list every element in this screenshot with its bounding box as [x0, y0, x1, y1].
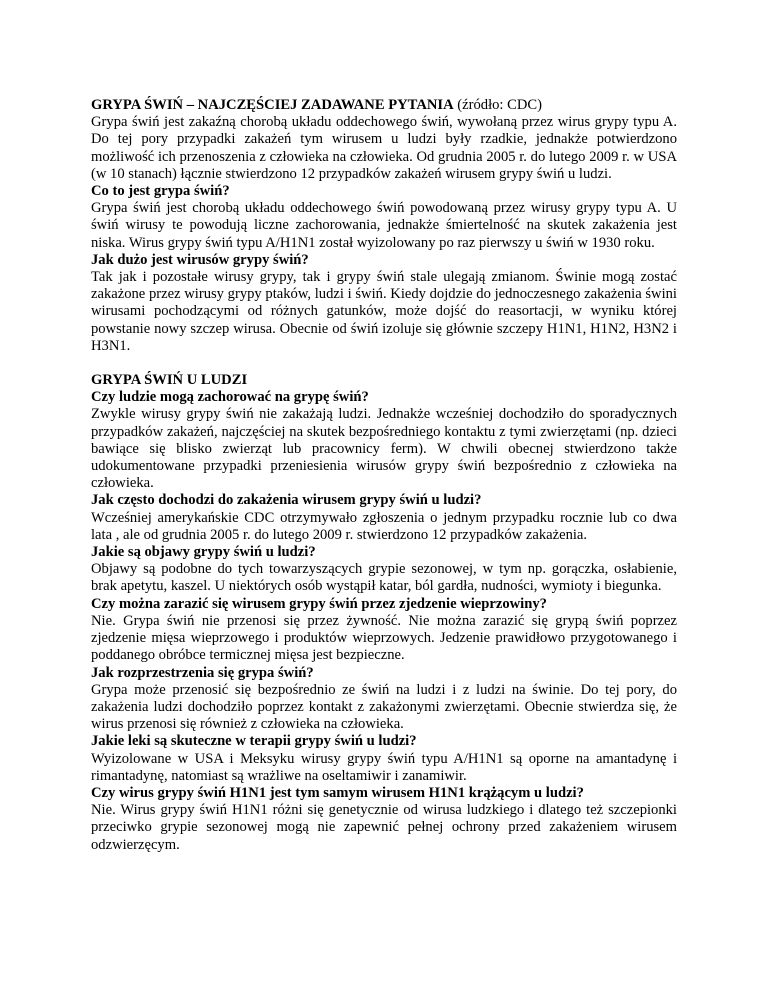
answer-4: Wcześniej amerykańskie CDC otrzymywało zgłoszenia o jednym przypadku rocznie lub co dwa lata , ale od grudnia 2005 r. do lutego 2009 r. stwierdzono 12 przypadków zakażenia. [91, 509, 677, 543]
answer-9: Nie. Wirus grypy świń H1N1 różni się genetycznie od wirusa ludzkiego i dlatego też szczepionki przeciwko grypie sezonowej mogą nie zapewnić pełnej ochrony przed zakażeniem wirusem odzwierzęcym. [91, 802, 677, 853]
intro-paragraph: Grypa świń jest zakaźną chorobą układu oddechowego świń, wywołaną przez wirus grypy typu A. Do tej pory przypadki zakażeń tym wirusem u ludzi były rzadkie, jednakże potwierdzono możliwość ich przenoszenia z człowieka na człowieka. Od grudnia 2005 r. do lutego 2009 r. w USA (w 10 stanach) łącznie stwierdzono 12 przypadków zakażeń wirusem grypy świń u ludzi. [91, 114, 677, 182]
question-5: Jakie są objawy grypy świń u ludzi? [91, 544, 316, 561]
answer-6: Nie. Grypa świń nie przenosi się przez żywność. Nie można zarazić się grypą świń poprzez zjedzenie mięsa wieprzowego i produktów wieprzowych. Jedzenie prawidłowo przygotowanego i poddanego obróbce termicznej mięsa jest bezpieczne. [91, 612, 677, 664]
question-6: Czy można zarazić się wirusem grypy świń przez zjedzenie wieprzowiny? [91, 595, 547, 612]
question-4: Jak często dochodzi do zakażenia wirusem grypy świń u ludzi? [91, 492, 482, 509]
section-2-title: GRYPA ŚWIŃ U LUDZI [91, 372, 248, 389]
answer-8: Wyizolowane w USA i Meksyku wirusy grypy świń typu A/H1N1 są oporne na amantadynę i rimantadynę, natomiast są wrażliwe na oseltamiwir i zanamiwir. [91, 750, 677, 784]
section-1-heading: GRYPA ŚWIŃ – NAJCZĘŚCIEJ ZADAWANE PYTANIA [91, 97, 454, 113]
question-8: Jakie leki są skuteczne w terapii grypy świń u ludzi? [91, 733, 417, 750]
answer-5: Objawy są podobne do tych towarzyszących grypie sezonowej, w tym np. gorączka, osłabienie, brak apetytu, kaszel. U niektórych osób wystąpił katar, ból gardła, nudności, wymioty i biegunka. [91, 561, 677, 595]
question-7: Jak rozprzestrzenia się grypa świń? [91, 664, 314, 681]
section-1-title [91, 97, 677, 114]
question-2: Jak dużo jest wirusów grypy świń? [91, 251, 309, 268]
answer-1: Grypa świń jest chorobą układu oddechowego świń powodowaną przez wirusy grypy typu A. U świń wirusy te powodują liczne zachorowania, jednakże śmiertelność na skutek zakażenia jest niska. Wirus grypy świń typu A/H1N1 został wyizolowany po raz pierwszy u świń w 1930 roku. [91, 200, 677, 251]
answer-7: Grypa może przenosić się bezpośrednio ze świń na ludzi i z ludzi na świnie. Do tej pory, do zakażenia ludzi dochodziło poprzez kontakt z zakażonymi zwierzętami. Obecnie stwierdza się, że wirus przenosi się również z człowieka na człowieka. [91, 681, 677, 733]
source-note: (źródło: CDC) [453, 97, 542, 113]
question-1: Co to jest grypa świń? [91, 183, 230, 200]
answer-3: Zwykle wirusy grypy świń nie zakażają ludzi. Jednakże wcześniej dochodziło do sporadycznych przypadków zakażeń, najczęściej na skutek bezpośredniego kontaktu z tymi zwierzętami (np. dzieci bawiące się blisko zwierząt lub pracownicy ferm). W chwili obecnej stwierdzono także udokumentowane przypadki przeniesienia wirusów grypy świń bezpośrednio z człowieka na człowieka. [91, 406, 677, 492]
question-9: Czy wirus grypy świń H1N1 jest tym samym wirusem H1N1 krążącym u ludzi? [91, 784, 584, 801]
answer-2: Tak jak i pozostałe wirusy grypy, tak i grypy świń stale ulegają zmianom. Świnie mogą zostać zakażone przez wirusy grypy ptaków, ludzi i świń. Kiedy dojdzie do jednoczesnego zakażenia świni wirusami pochodzącymi od różnych gatunków, może dojść do reasortacji, w wyniku której powstanie nowy szczep wirusa. Obecnie od świń izoluje się głównie szczepy H1N1, H1N2, H3N2 i H3N1. [91, 269, 677, 354]
section-spacer [91, 355, 677, 372]
document-page [91, 97, 677, 854]
question-3: Czy ludzie mogą zachorować na grypę świń? [91, 389, 369, 406]
